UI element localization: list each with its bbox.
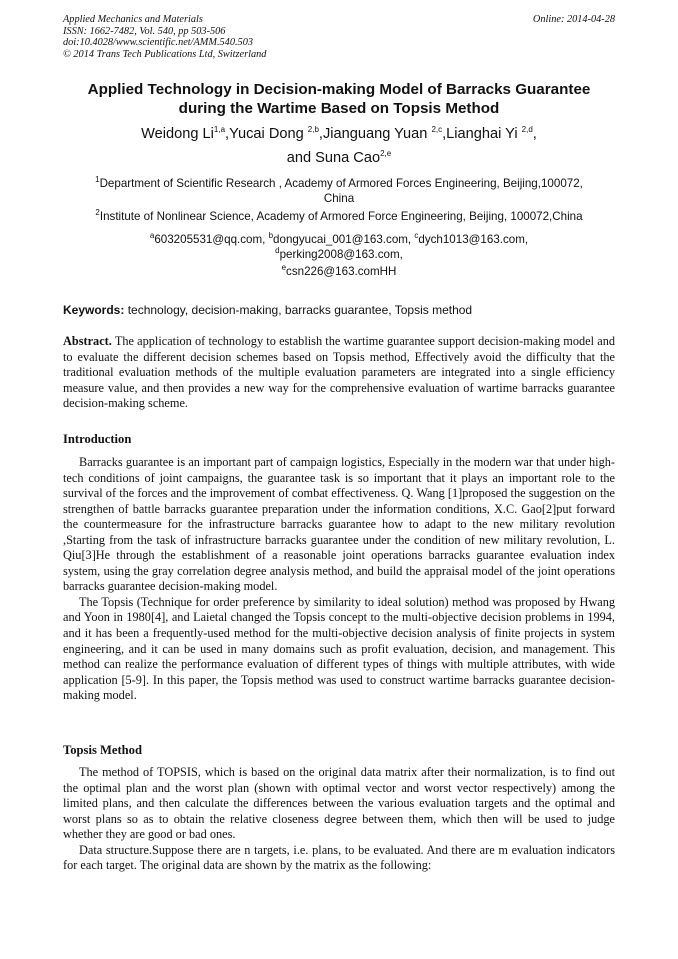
author-name: ,Yucai Dong bbox=[225, 126, 308, 142]
keywords-text: technology, decision-making, barracks guarantee, Topsis method bbox=[124, 303, 473, 317]
affiliation-2 bbox=[40, 209, 638, 224]
title-line-1: Applied Technology in Decision-making Model of Barracks Guarantee bbox=[87, 81, 591, 98]
author-affil-sup: 2,d bbox=[521, 125, 533, 135]
title-line-2: during the Wartime Based on Topsis Method bbox=[178, 100, 500, 117]
issn-line: ISSN: 1662-7482, Vol. 540, pp 503-506 bbox=[63, 25, 226, 37]
affil-number: 1 bbox=[95, 175, 100, 185]
affil-text-line-2: China bbox=[323, 192, 355, 205]
author-name: ,Lianghai Yi bbox=[442, 126, 522, 142]
keywords bbox=[63, 303, 615, 318]
topsis-method-heading: Topsis Method bbox=[63, 743, 142, 757]
author-affil-sup: 2,c bbox=[431, 125, 443, 135]
paper-title bbox=[40, 80, 638, 118]
abstract-label: Abstract. bbox=[63, 334, 112, 348]
author-affil-sup: 2,b bbox=[307, 125, 319, 135]
author-sep: , bbox=[532, 126, 537, 142]
authors-line-2 bbox=[40, 146, 638, 170]
email-sup: a bbox=[149, 231, 155, 241]
affil-text: Department of Scientific Research , Academy of Armored Forces Engineering, Beijing,100072, bbox=[99, 177, 583, 190]
email-link[interactable]: 603205531@qq.com, bbox=[154, 233, 269, 246]
affil-text: Institute of Nonlinear Science, Academy of Armored Force Engineering, Beijing, 100072,China bbox=[99, 210, 583, 223]
paragraph: The Topsis (Technique for order preference by similarity to ideal solution) method was proposed by Hwang and Yoon in 1980[4], and Laietal changed the Topsis concept to the multi-objective decision problems in 1994, and it has been a frequently-used method for the multi-objective decision analysis of finite projects in system engineering, and it can be used in many domains such as profit evaluation, decision, and management. This method can realize the performance evaluation of different types of things with multiple attributes, with wide application [5-9]. In this paper, the Topsis method was used to construct wartime barracks guarantee decision-making model. bbox=[63, 594, 615, 703]
keywords-label: Keywords: bbox=[63, 303, 125, 317]
authors-line-1 bbox=[40, 122, 638, 146]
abstract-text: The application of technology to establish the wartime guarantee support decision-making model and to evaluate the different decision schemes based on Topsis method, Effectively avoid the difficulty that the traditional evaluation methods of the multiple evaluation parameters are integrated into a single efficiency measure value, and then provides a new way for the comprehensive evaluation of wartime barracks guarantee decision-making scheme. bbox=[63, 334, 615, 411]
email-link[interactable]: dongyucai_001@163.com, bbox=[273, 233, 415, 246]
email-sup: b bbox=[268, 231, 274, 241]
online-date: Online: 2014-04-28 bbox=[532, 14, 615, 25]
journal-name: Applied Mechanics and Materials bbox=[63, 14, 203, 25]
email-link[interactable]: dych1013@163.com, bbox=[418, 233, 529, 246]
abstract bbox=[63, 334, 615, 412]
author-name: ,Jianguang Yuan bbox=[318, 126, 432, 142]
topsis-method-section bbox=[63, 765, 615, 874]
author-name: and Suna Cao bbox=[286, 150, 381, 166]
email-link[interactable]: csn226@163.comHH bbox=[286, 265, 397, 278]
author-name: Weidong Li bbox=[141, 126, 214, 142]
paragraph: Barracks guarantee is an important part of campaign logistics, Especially in the modern war that under high-tech conditions of joint campaigns, the guarantee task is so important that it plays an important role to the survival of the forces and the improvement of combat effectiveness. Q. Wang [1]proposed the suggestion on the strengthen of battle barracks guarantee preparation under the information conditions, X.C. Gao[2]put forward the countermeasure for the infrastructure barracks guarantee how to adapt to the new military revolution ,Starting from the task of infrastructure barracks guarantee under the condition of new military revolution, L. Qiu[3]He through the establishment of a reasonable joint operations barracks guarantee evaluation index system, using the gray correlation degree analysis method, and build the appraisal model of the joint operations barracks guarantee decision-making model. bbox=[63, 455, 615, 594]
email-sup: d bbox=[275, 246, 280, 256]
affil-number: 2 bbox=[95, 208, 100, 218]
email-list bbox=[40, 232, 638, 279]
paragraph: The method of TOPSIS, which is based on the original data matrix after their normalization, is to find out the optimal plan and the worst plan (shown with optimal vector and worst vector respectively) among the limited plans, and then calculate the differences between the various evaluation targets and the optimal and worst plans so as to obtain the relative closeness degree between them, which then will be used to judge whether they are good or bad ones. bbox=[63, 765, 615, 842]
doi-line: doi:10.4028/www.scientific.net/AMM.540.503 bbox=[63, 37, 253, 49]
affiliation-1 bbox=[40, 176, 638, 206]
email-sup: c bbox=[414, 231, 419, 241]
author-affil-sup: 1,a bbox=[213, 125, 226, 135]
email-sup: e bbox=[281, 263, 287, 273]
copyright-line: © 2014 Trans Tech Publications Ltd, Switzerland bbox=[63, 48, 267, 60]
email-link[interactable]: perking2008@163.com, bbox=[279, 248, 403, 261]
introduction-heading: Introduction bbox=[63, 432, 132, 446]
journal-header bbox=[63, 14, 615, 60]
paragraph: Data structure.Suppose there are n targets, i.e. plans, to be evaluated. And there are m evaluation indicators for each target. The original data are shown by the matrix as the following: bbox=[63, 842, 615, 873]
introduction-section bbox=[63, 455, 615, 704]
author-list bbox=[40, 122, 638, 170]
author-affil-sup: 2,e bbox=[380, 149, 392, 159]
